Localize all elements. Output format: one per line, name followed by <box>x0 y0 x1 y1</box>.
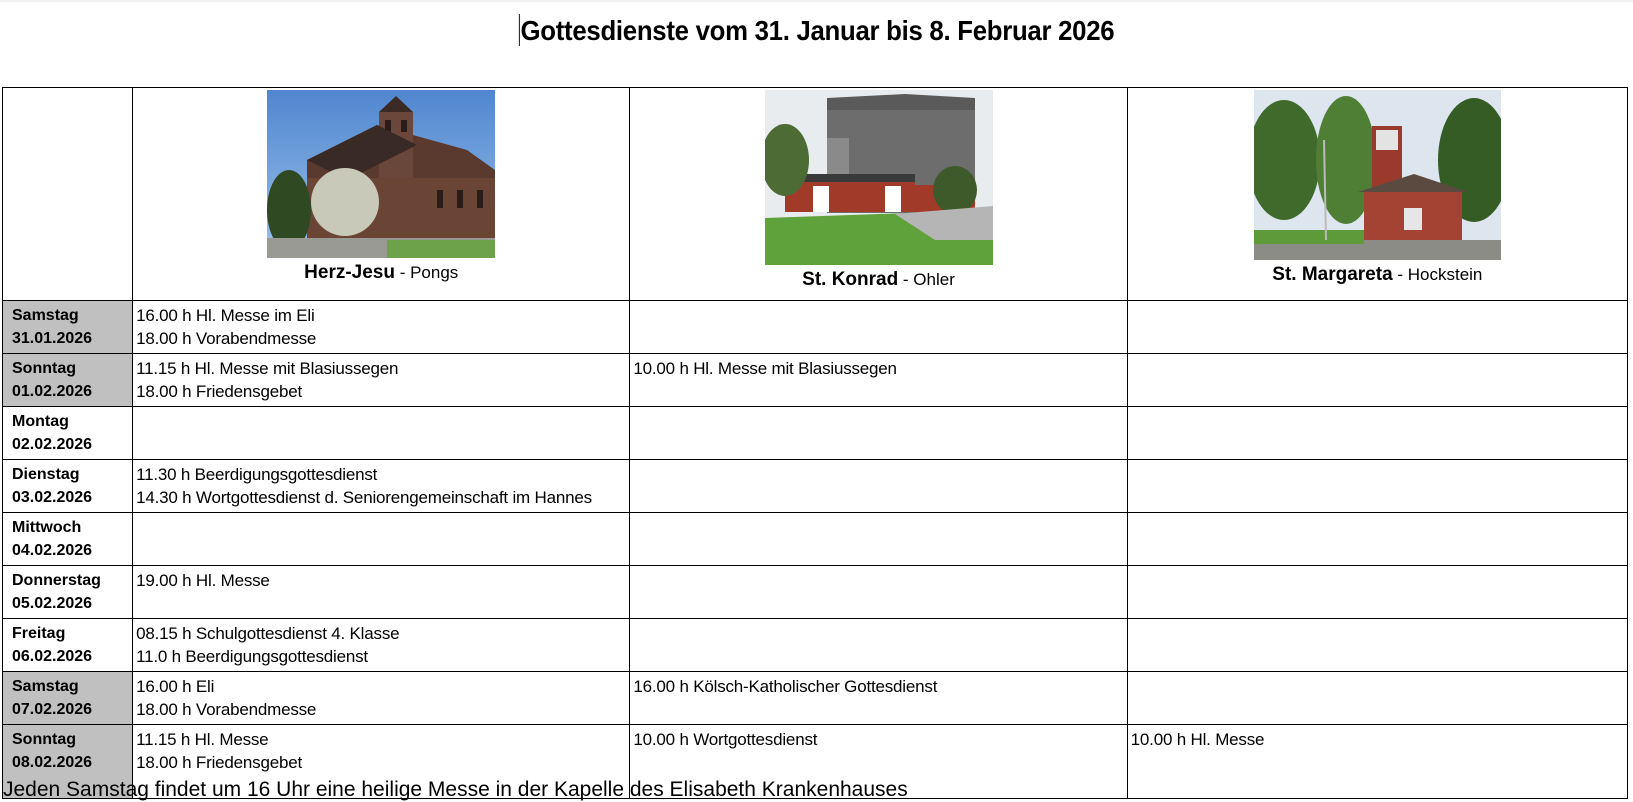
corner-cell <box>3 88 133 301</box>
text-cursor <box>519 14 520 46</box>
date-label: 31.01.2026 <box>12 330 93 347</box>
service-entry: 11.15 h Hl. Messe mit Blasiussegen <box>136 359 399 378</box>
herz-jesu-church-photo <box>267 90 495 258</box>
church-name: St. Margareta <box>1272 264 1393 285</box>
church-header-st-margareta <box>1127 88 1627 301</box>
date-label: 01.02.2026 <box>12 383 93 400</box>
schedule-rows <box>3 301 1628 799</box>
weekday-label: Samstag <box>12 678 79 695</box>
service-cell-church-2 <box>630 513 1127 566</box>
service-cell-church-1 <box>133 566 630 619</box>
day-cell <box>3 619 133 672</box>
weekday-label: Donnerstag <box>12 572 101 589</box>
schedule-row <box>3 407 1628 460</box>
date-label: 08.02.2026 <box>12 754 93 771</box>
service-entry: 16.00 h Kölsch-Katholischer Gottesdienst <box>633 677 938 696</box>
church-location: - Hockstein <box>1392 265 1483 284</box>
service-entry: 18.00 h Friedensgebet <box>136 753 303 772</box>
service-cell-church-2 <box>630 566 1127 619</box>
day-cell <box>3 672 133 725</box>
service-cell-church-3 <box>1127 407 1627 460</box>
service-cell-church-3 <box>1127 460 1627 513</box>
church-header-row <box>3 88 1628 301</box>
service-entry: 16.00 h Eli <box>136 677 215 696</box>
service-cell-church-3 <box>1127 619 1627 672</box>
church-caption-herz-jesu <box>133 262 629 284</box>
weekday-label: Dienstag <box>12 466 80 483</box>
schedule-row <box>3 672 1628 725</box>
service-cell-church-3 <box>1127 725 1627 799</box>
service-cell-church-3 <box>1127 301 1627 354</box>
service-cell-church-1 <box>133 619 630 672</box>
schedule-row <box>3 460 1628 513</box>
date-label: 03.02.2026 <box>12 489 93 506</box>
day-cell <box>3 354 133 407</box>
service-cell-church-2 <box>630 460 1127 513</box>
service-cell-church-3 <box>1127 566 1627 619</box>
weekday-label: Samstag <box>12 307 79 324</box>
service-cell-church-3 <box>1127 354 1627 407</box>
day-cell <box>3 566 133 619</box>
service-cell-church-2 <box>630 354 1127 407</box>
st-margareta-church-photo <box>1254 90 1501 260</box>
schedule-table <box>2 87 1628 799</box>
church-location: - Pongs <box>394 263 459 282</box>
date-label: 06.02.2026 <box>12 648 93 665</box>
service-entry: 18.00 h Vorabendmesse <box>136 700 317 719</box>
service-cell-church-1 <box>133 407 630 460</box>
service-entry: 18.00 h Vorabendmesse <box>136 329 317 348</box>
day-cell <box>3 301 133 354</box>
day-cell <box>3 513 133 566</box>
schedule-row <box>3 513 1628 566</box>
service-entry: 11.0 h Beerdigungsgottesdienst <box>136 647 368 666</box>
date-label: 07.02.2026 <box>12 701 93 718</box>
date-label: 05.02.2026 <box>12 595 93 612</box>
church-header-herz-jesu <box>133 88 630 301</box>
service-entry: 11.30 h Beerdigungsgottesdienst <box>136 465 378 484</box>
service-cell-church-1 <box>133 672 630 725</box>
day-cell <box>3 460 133 513</box>
service-cell-church-2 <box>630 407 1127 460</box>
service-cell-church-1 <box>133 354 630 407</box>
date-label: 04.02.2026 <box>12 542 93 559</box>
church-name: Herz-Jesu <box>304 262 395 283</box>
top-strip <box>0 0 1633 2</box>
service-cell-church-3 <box>1127 513 1627 566</box>
date-label: 02.02.2026 <box>12 436 93 453</box>
day-cell <box>3 407 133 460</box>
service-entry: 08.15 h Schulgottesdienst 4. Klasse <box>136 624 400 643</box>
weekday-label: Sonntag <box>12 360 76 377</box>
weekday-label: Mittwoch <box>12 519 82 536</box>
schedule-row <box>3 566 1628 619</box>
service-entry: 16.00 h Hl. Messe im Eli <box>136 306 315 325</box>
weekday-label: Freitag <box>12 625 66 642</box>
schedule-row <box>3 354 1628 407</box>
church-location: - Ohler <box>898 270 955 289</box>
service-cell-church-3 <box>1127 672 1627 725</box>
schedule-row <box>3 301 1628 354</box>
service-cell-church-2 <box>630 619 1127 672</box>
service-entry: 19.00 h Hl. Messe <box>136 571 270 590</box>
weekday-label: Montag <box>12 413 69 430</box>
page-title <box>65 14 1567 47</box>
church-caption-st-konrad <box>630 269 1126 291</box>
church-header-st-konrad <box>630 88 1127 301</box>
service-cell-church-2 <box>630 672 1127 725</box>
service-cell-church-2 <box>630 301 1127 354</box>
service-cell-church-1 <box>133 301 630 354</box>
church-caption-st-margareta <box>1128 264 1627 286</box>
footer-note: Jeden Samstag findet um 16 Uhr eine heilige Messe in der Kapelle des Elisabeth Krankenhauses <box>3 778 908 801</box>
service-cell-church-1 <box>133 513 630 566</box>
service-cell-church-1 <box>133 460 630 513</box>
service-entry: 10.00 h Hl. Messe mit Blasiussegen <box>633 359 897 378</box>
church-name: St. Konrad <box>802 269 899 290</box>
service-entry: 11.15 h Hl. Messe <box>136 730 269 749</box>
service-entry: 10.00 h Wortgottesdienst <box>633 730 818 749</box>
weekday-label: Sonntag <box>12 731 76 748</box>
schedule-row <box>3 619 1628 672</box>
service-entry: 18.00 h Friedensgebet <box>136 382 303 401</box>
page-title-text: Gottesdienste vom 31. Januar bis 8. Februar 2026 <box>520 15 1115 46</box>
st-konrad-church-photo <box>765 90 993 265</box>
service-entry: 10.00 h Hl. Messe <box>1130 730 1265 749</box>
service-entry: 14.30 h Wortgottesdienst d. Seniorengemeinschaft im Hannes <box>136 488 592 507</box>
